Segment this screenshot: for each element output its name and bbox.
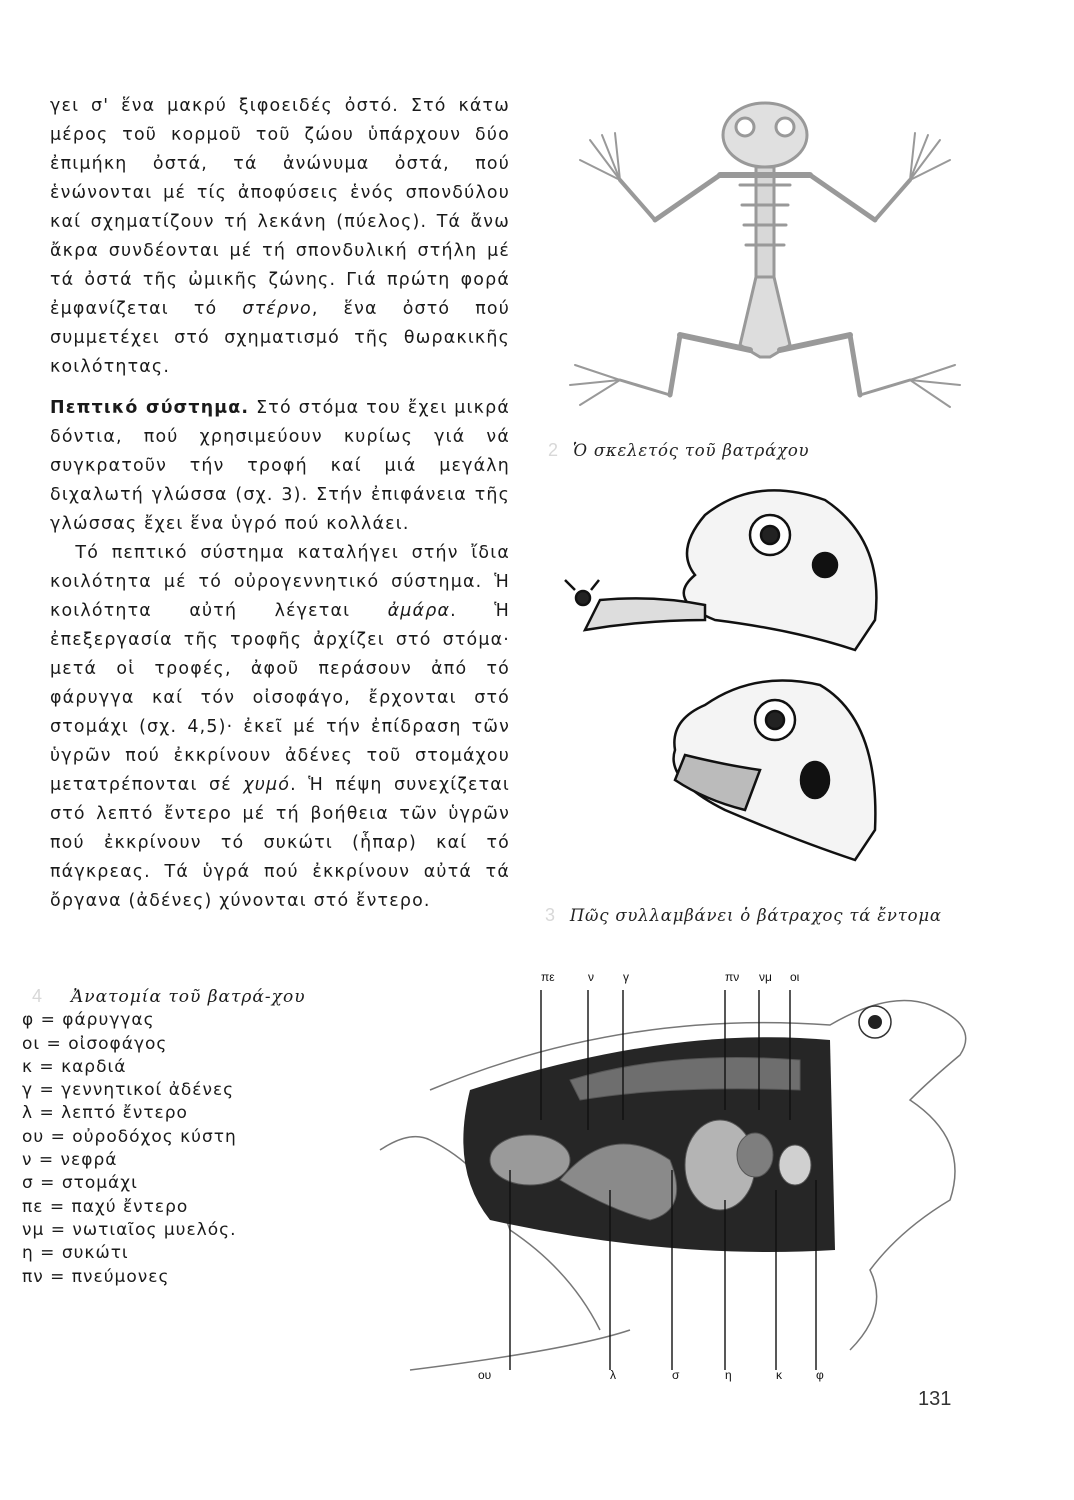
frog-skeleton-figure xyxy=(560,95,970,435)
anatomy-label-bottom: η xyxy=(725,1368,732,1382)
legend-entry: φ = φάρυγγας xyxy=(22,1010,155,1031)
legend-entry: κ = καρδιά xyxy=(22,1056,127,1077)
anatomy-label-bottom: σ xyxy=(672,1368,680,1382)
legend-title: 4 Ἀνατομία τοῦ βατρά-χου xyxy=(32,986,306,1007)
anatomy-label-bottom: ου xyxy=(478,1368,492,1382)
anatomy-label-top: πν xyxy=(725,970,740,984)
figure-3-caption: 3 Πῶς συλλαμβάνει ὁ βάτραχος τά ἔντομα xyxy=(545,905,942,925)
legend-entry: η = συκώτι xyxy=(22,1243,129,1264)
anatomy-label-bottom: φ xyxy=(816,1368,824,1382)
anatomy-label-bottom: λ xyxy=(610,1368,616,1382)
section-heading: Πεπτικό σύστημα. xyxy=(50,398,250,418)
paragraph-digestive: Πεπτικό σύστημα. Στό στόμα του ἔχει μικρά δόντια, πού χρησιμεύουν κυρίως γιά νά συγκρατοῦν τήν τροφή καί μιά μεγάλη διχαλωτή γλώσσα (σχ. 3). Στήν ἐπιφάνεια τῆς γλώσσας ἔχει ἕνα ὑγρό πού κολλάει. xyxy=(50,398,510,534)
paragraph-skeleton: γει σ' ἕνα μακρύ ξιφοειδές ὀστό. Στό κάτω μέρος τοῦ κορμοῦ τοῦ ζώου ὑπάρχουν δύο ἐπιμήκη ὀστά, τά ἀνώνυμα ὀστά, πού ἑνώνονται μέ τίς ἀποφύσεις ἑνός σπονδύλου καί σχηματίζουν τή λεκάνη (πύελος). Τά ἄνω ἄκρα συνδέονται μέ τή σπονδυλική στήλη μέ τά ὀστά τῆς ὠμικῆς ζώνης. Γιά πρώτη φορά ἐμφανίζεται τό στέρνο, ἕνα ὀστό πού συμμετέχει στό σχηματισμό τῆς θωρακικῆς κοιλότητας. xyxy=(50,96,511,377)
legend-entry: πε = παχύ ἔντερο xyxy=(22,1196,189,1217)
figure-4-legend xyxy=(22,985,322,1289)
legend-entry: ου = οὐροδόχος κύστη xyxy=(22,1126,237,1147)
legend-entries xyxy=(22,1009,322,1289)
page-number: 131 xyxy=(918,1388,952,1410)
anatomy-label-top: νμ xyxy=(759,970,772,984)
anatomy-label-top: πε xyxy=(541,970,555,984)
legend-entry: νμ = νωτιαῖος μυελός. xyxy=(22,1219,237,1240)
legend-entry: σ = στομάχι xyxy=(22,1173,138,1194)
paragraph-digestive-continued: Τό πεπτικό σύστημα καταλήγει στήν ἴδια κοιλότητα μέ τό οὐρογεννητικό σύστημα. Ἡ κοιλότητα αὐτή λέγεται ἀμάρα. Ἡ ἐπεξεργασία τῆς τροφῆς ἀρχίζει στό στόμα· μετά οἱ τροφές, ἀφοῦ περάσουν ἀπό τό φάρυγγα καί τόν οἰσοφάγο, ἔρχονται στό στομάχι (σχ. 4,5)· ἐκεῖ μέ τήν ἐπίδραση τῶν ὑγρῶν πού ἐκκρίνουν ἀδένες τοῦ στομάχου μετατρέπονται σέ χυμό. Ἡ πέψη συνεχίζεται στό λεπτό ἔντερο μέ τή βοήθεια τῶν ὑγρῶν πού ἐκκρίνουν τό συκώτι (ἧπαρ) καί τό πάγκρεας. Τά ὑγρά πού ἐκκρίνουν αὐτά τά ὄργανα (ἀδένες) χύνονται στό ἔντερο. xyxy=(50,543,511,911)
legend-entry: γ = γεννητικοί ἀδένες xyxy=(22,1080,235,1101)
frog-tongue-figure xyxy=(555,480,895,870)
anatomy-label-top: γ xyxy=(623,970,629,984)
anatomy-label-top: οι xyxy=(790,970,800,984)
anatomy-label-top: ν xyxy=(588,970,594,984)
legend-entry: πν = πνεύμονες xyxy=(22,1266,170,1287)
anatomy-label-bottom: κ xyxy=(776,1368,782,1382)
legend-entry: λ = λεπτό ἔντερο xyxy=(22,1103,188,1124)
figure-2-caption: 2 Ὁ σκελετός τοῦ βατράχου xyxy=(548,440,810,460)
body-text-column xyxy=(50,92,510,916)
legend-entry: ν = νεφρά xyxy=(22,1150,118,1171)
legend-entry: οι = οἰσοφάγος xyxy=(22,1033,168,1054)
frog-anatomy-figure xyxy=(370,970,980,1385)
